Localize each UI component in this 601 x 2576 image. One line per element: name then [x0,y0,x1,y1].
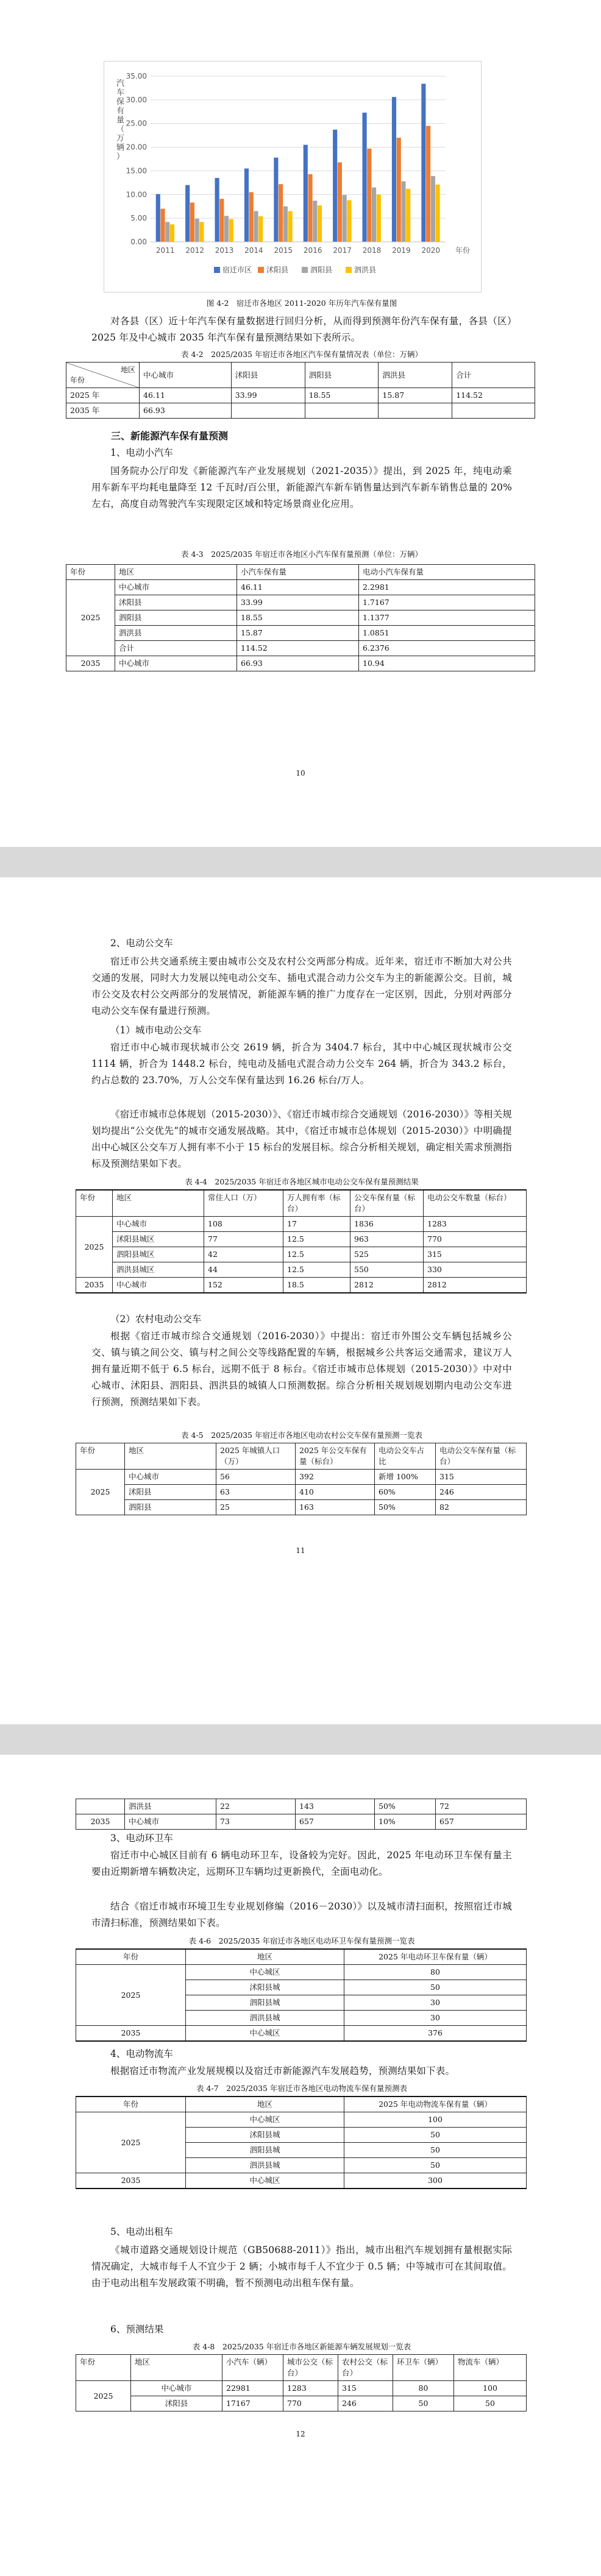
paragraph: 宿迁市中心城市现状城市公交 2619 辆，折合为 3404.7 标台，其中中心城区现状城市公交 1114 辆，折合为 1448.2 标台，纯电动及插电式混合动力公交车 264 辆，折合为 343.2 标台，约占总数的 23.70%，万人公交车保有量达到 16.26 标台/万人。 [91,1042,512,1086]
year-cell: 2035 [76,2173,186,2189]
cell: 60% [375,1485,436,1500]
cell: 沭阳县城 [186,2128,344,2143]
cell [379,403,452,419]
year-cell: 2025 [66,580,115,656]
heading-ev-bus: 2、电动公交车 [110,938,173,949]
bar-泗阳县-2016 [313,200,317,242]
page-12 [0,1755,601,2576]
cell: 30 [344,1995,527,2011]
col-header: 合计 [452,363,535,388]
cell: 1836 [350,1217,424,1232]
cell: 18.5 [283,1278,350,1293]
heading-taxi: 5、电动出租车 [110,2226,173,2237]
page-number: 10 [296,769,305,777]
cell: 中心城区 [186,2112,344,2128]
bar-泗洪县-2019 [406,189,410,242]
y-tick-label: 10.00 [126,190,147,199]
year-cell: 2035 [76,1278,113,1293]
cell: 50 [344,1980,527,1995]
table-row [76,1470,527,1485]
x-tick-label: 2020 [421,246,441,255]
bar-宿迁市区-2019 [392,97,396,242]
col-header: 电动小汽车保有量 [359,565,535,580]
cell: 392 [296,1470,375,1485]
bar-宿迁市区-2011 [156,194,160,242]
col-header: 2025 年公交车保有量（标台） [296,1443,375,1470]
col-header: 地区 [186,2097,344,2112]
y-tick-label: 20.00 [126,143,147,152]
bar-沭阳县-2015 [279,184,283,242]
y-tick-label: 0.00 [130,238,147,246]
table-row [66,580,535,595]
year-cell: 2025 [76,1965,186,2026]
cell: 中心城市 [115,580,237,595]
bar-沭阳县-2014 [249,192,254,242]
cell: 泗阳县城 [186,2143,344,2158]
cell: 泗洪县城区 [113,1262,204,1278]
cell [452,403,535,419]
col-header: 中心城市 [140,363,232,388]
cell: 770 [424,1232,527,1247]
table-4-6-caption: 表 4-6 2025/2035 年宿迁市各地区电动环卫车保有量预测一览表 [188,1936,415,1945]
bar-宿迁市区-2018 [363,113,367,242]
cell: 550 [350,1262,424,1278]
cell: 中心城市 [113,1217,204,1232]
col-header: 2025 年电动环卫车保有量（辆） [344,1949,527,1965]
bar-泗洪县-2015 [288,211,293,242]
col-header: 万人拥有率（标台） [283,1190,350,1217]
col-header: 小汽车保有量 [237,565,359,580]
table-4-7-caption: 表 4-7 2025/2035 年宿迁市各地区电动物流车保有量预测表 [196,2084,407,2093]
cell: 108 [204,1217,283,1232]
cell: 77 [204,1232,283,1247]
section-heading: 三、新能源汽车保有量预测 [111,430,229,442]
cell: 72 [436,1799,527,1814]
col-header: 年份 [66,565,115,580]
table-row [76,1500,527,1515]
intro-paragraph: 对各县（区）近十年汽车保有量数据进行回归分析，从而得到预测年份汽车保有量，各县（区）2025 年及中心城市 2035 年汽车保有量预测结果如下表所示。 [91,316,512,343]
heading-sanitation: 3、电动环卫车 [110,1833,173,1844]
cell: 2812 [350,1278,424,1293]
table-row [76,1217,527,1232]
y-tick-label: 35.00 [126,72,147,80]
table-4-4-caption: 表 4-4 2025/2035 年宿迁市各地区城市电动公交车保有量预测结果 [185,1177,419,1186]
col-header: 小汽车（辆） [222,2355,283,2381]
bar-泗洪县-2017 [347,200,351,242]
y-tick-label: 5.00 [130,214,147,223]
cell: 12.5 [283,1247,350,1262]
cell: 525 [350,1247,424,1262]
page-number: 11 [296,1546,305,1555]
col-header: 农村公交（标台） [338,2355,393,2381]
cell: 中心城区 [186,2173,344,2189]
cell: 1.0851 [359,626,535,641]
cell: 中心城市 [131,2381,222,2396]
table-row [76,2026,527,2042]
cell: 315 [424,1247,527,1262]
col-header: 年份 [76,2355,131,2381]
table-row [76,1799,527,1814]
cell: 12.5 [283,1232,350,1247]
cell: 63 [216,1485,296,1500]
cell: 沭阳县城区 [113,1232,204,1247]
x-tick-label: 2013 [215,246,234,255]
bar-泗阳县-2015 [283,207,288,242]
x-axis-label: 年份 [455,246,471,255]
cell: 770 [283,2396,338,2411]
cell [76,1799,125,1814]
cell: 中心城区 [186,2026,344,2042]
x-tick-label: 2011 [155,246,175,255]
cell: 44 [204,1262,283,1278]
cell: 15.87 [237,626,359,641]
bar-泗洪县-2013 [229,219,233,242]
col-header: 地区 [131,2355,222,2381]
cell: 80 [393,2381,454,2396]
table-4-8-caption: 表 4-8 2025/2035 年宿迁市各地区新能源车辆发展规划一览表 [192,2342,411,2351]
col-header: 地区 [125,1443,216,1470]
bar-宿迁市区-2014 [244,169,249,242]
bar-沭阳县-2018 [367,149,371,242]
cell: 73 [216,1814,296,1830]
cell: 114.52 [452,388,535,403]
col-header: 电动公交车占比 [375,1443,436,1470]
cell: 46.11 [140,388,232,403]
bar-泗阳县-2014 [254,211,258,242]
cell: 657 [436,1814,527,1830]
cell: 泗阳县城区 [113,1247,204,1262]
cell: 50% [375,1500,436,1515]
cell: 2812 [424,1278,527,1293]
x-tick-label: 2012 [185,246,204,255]
paragraph: 宿迁市公共交通系统主要由城市公交及农村公交两部分构成。近年来，宿迁市不断加大对公共交通的发展，同时大力发展以纯电动公交车、插电式混合动力公交车为主的新能源公交。目前，城市公交及农村公交两部分的发展情况，新能源车辆的推广力度存在一定区别，因此，分别对两部分电动公交车保有量进行预测。 [91,956,512,1016]
cell: 中心城市 [125,1814,216,1830]
cell: 泗洪县城 [186,2158,344,2173]
cell: 沭阳县 [115,595,237,610]
y-tick-label: 30.00 [126,95,147,104]
vehicle-ownership-chart [104,61,482,292]
table-row [66,388,535,403]
table-row [76,1232,527,1247]
table-row [66,641,535,656]
col-header: 年份 [76,1443,125,1470]
col-header: 沭阳县 [231,363,305,388]
cell: 50 [454,2396,527,2411]
heading-logistics: 4、电动物流车 [110,2048,173,2059]
y-tick-label: 15.00 [126,166,147,175]
paragraph: 根据宿迁市物流产业发展规模以及宿迁市新能源汽车发展趋势，预测结果如下表。 [110,2065,455,2076]
bar-宿迁市区-2015 [274,158,278,242]
cell: 泗洪县 [115,626,237,641]
year-cell: 2035 [66,656,115,671]
cell: 中心城市 [113,1278,204,1293]
col-header: 2025 年城镇人口（万） [216,1443,296,1470]
cell: 泗阳县 [115,610,237,626]
bar-泗阳县-2013 [224,216,229,242]
bar-泗阳县-2018 [372,188,376,242]
cell: 22981 [222,2381,283,2396]
table-row [66,403,535,419]
cell: 1.7167 [359,595,535,610]
cell: 657 [296,1814,375,1830]
x-tick-label: 2014 [244,246,263,255]
x-tick-label: 2015 [274,246,293,255]
legend-entry: 沭阳县 [266,266,289,274]
bar-泗阳县-2011 [165,222,169,242]
page-number: 12 [296,2430,305,2438]
row-year: 2025 年 [66,388,140,403]
cell: 15.87 [379,388,452,403]
table-4-5-continued [76,1799,527,1830]
col-header: 地区 [115,565,237,580]
x-tick-label: 2017 [333,246,352,255]
table-4-2-corner [66,363,140,388]
legend-entry: 泗洪县 [354,266,377,274]
cell: 22 [216,1799,296,1814]
col-header: 城市公交（标台） [283,2355,338,2381]
table-row [76,1814,527,1830]
paragraph: 《城市道路交通规划设计规范（GB50688-2011）》指出，城市出租汽车规划拥有量根据实际情况确定，大城市每千人不宜少于 2 辆；小城市每千人不宜少于 0.5 辆；中等城市可在其间取值。由于电动出租车发展政策不明确，暂不预测电动出租车保有量。 [91,2245,512,2288]
legend-swatch [302,267,308,273]
cell: 50 [393,2396,454,2411]
bar-泗洪县-2018 [377,194,381,242]
legend-swatch [214,267,220,273]
sub-heading-city-bus: （1）城市电动公交车 [110,1025,202,1036]
col-header: 年份 [76,2097,186,2112]
col-header: 年份 [76,1190,113,1217]
table-row [76,1278,527,1293]
cell: 33.99 [237,595,359,610]
bar-沭阳县-2013 [219,199,224,242]
cell: 246 [436,1485,527,1500]
legend-swatch [346,267,352,273]
cell: 152 [204,1278,283,1293]
cell: 中心城市 [115,656,237,671]
cell: 163 [296,1500,375,1515]
paragraph: 根据《宿迁市城市综合交通规划（2016-2030）》中提出：宿迁市外围公交车辆包括城乡公交、镇与镇之间公交、镇与村之间公交等线路配置的车辆，根据城乡公共客运交通需求，建议万人拥有量近期不低于 6.5 标台，远期不低于 8 标台。《宿迁市城市总体规划（2015-2030）》中对中心城市、沭阳县、泗阳县、泗洪县的城镇人口预测数据。综合分析相关规划规划期内电动公交车进行预测，预测结果如下表。 [91,1331,512,1407]
cell: 沭阳县 [125,1485,216,1500]
col-header: 电动公交车保有量（标台） [436,1443,527,1470]
bar-宿迁市区-2016 [304,145,308,242]
cell: 66.93 [140,403,232,419]
table-row [76,1965,527,1980]
cell: 1283 [283,2381,338,2396]
cell: 泗洪县 [125,1799,216,1814]
body-paragraph: 国务院办公厅印发《新能源汽车产业发展规划（2021-2035）》提出，到 2025 年，纯电动乘用车新车平均耗电量降至 12 千瓦时/百公里，新能源汽车新车销售量达到汽车新车销售总量的 20%左右，高度自动驾驶汽车实现限定区域和特定场景商业化应用。 [91,465,512,509]
cell: 30 [344,2011,527,2026]
cell: 12.5 [283,1262,350,1278]
cell: 66.93 [237,656,359,671]
table-row [76,2396,527,2411]
x-tick-label: 2018 [362,246,382,255]
bar-宿迁市区-2013 [215,178,219,242]
bar-宿迁市区-2017 [333,130,337,242]
cell: 410 [296,1485,375,1500]
year-cell: 2025 [76,1470,125,1515]
cell [231,403,305,419]
corner-region-label: 地区 [120,366,135,374]
cell: 315 [338,2381,393,2396]
cell: 50 [344,2158,527,2173]
cell: 315 [436,1470,527,1485]
bar-沭阳县-2017 [338,162,342,242]
cell: 1283 [424,1217,527,1232]
cell: 42 [204,1247,283,1262]
col-header: 电动公交车数量（标台） [424,1190,527,1217]
col-header: 物流车（辆） [454,2355,527,2381]
cell: 143 [296,1799,375,1814]
cell: 2.2981 [359,580,535,595]
col-header: 地区 [113,1190,204,1217]
table-4-2 [66,362,535,419]
table-4-6 [76,1948,527,2042]
cell: 46.11 [237,580,359,595]
cell: 33.99 [231,388,305,403]
cell: 330 [424,1262,527,1278]
cell: 114.52 [237,641,359,656]
cell: 合计 [115,641,237,656]
bar-泗洪县-2020 [436,185,440,242]
cell: 中心城市 [125,1470,216,1485]
page-11 [0,877,601,1724]
cell: 泗阳县 [125,1500,216,1515]
paragraph: 宿迁市中心城区目前有 6 辆电动环卫车，设备较为完好。因此，2025 年电动环卫车保有量主要由近期新增车辆数决定，远期环卫车辆均过更新换代，全面电动化。 [91,1850,512,1877]
year-cell: 2025 [76,2381,131,2411]
table-row [66,610,535,626]
table-row [76,1485,527,1500]
bar-宿迁市区-2020 [421,83,425,242]
bar-沭阳县-2020 [426,126,430,242]
cell: 1.1377 [359,610,535,626]
bar-宿迁市区-2012 [185,185,190,242]
cell: 6.2376 [359,641,535,656]
table-row [76,1247,527,1262]
table-4-4 [76,1189,527,1293]
year-cell: 2035 [76,2026,186,2042]
col-header: 2025 年电动物流车保有量（辆） [344,2097,527,2112]
table-row [76,1262,527,1278]
cell: 沭阳县 [131,2396,222,2411]
cell: 新增 100% [375,1470,436,1485]
cell: 80 [344,1965,527,1980]
cell [305,403,379,419]
paragraph: 结合《宿迁市城市环境卫生专业规划修编（2016－2030）》以及城市清扫面积，按照宿迁市城市清扫标准，预测结果如下表。 [91,1901,512,1928]
col-header: 地区 [186,1949,344,1965]
col-header: 公交车保有量（标台） [350,1190,424,1217]
paragraph: 《宿迁市城市总体规划（2015-2030）》、《宿迁市城市综合交通规划（2016-2030）》等相关规划均提出“公交优先”的城市交通发展战略。其中，《宿迁市城市总体规划（2015-2030）》中明确提出中心城区公交车万人拥有率不小于 15 标台的发展目标。综合分析相关规划，确定相关需求预测指标及预测结果如下表。 [91,1109,512,1169]
cell: 泗阳县城 [186,1995,344,2011]
bar-泗洪县-2012 [199,222,204,242]
table-row [76,2381,527,2396]
col-header: 泗洪县 [379,363,452,388]
cell: 100 [344,2112,527,2128]
table-4-8 [76,2354,527,2411]
x-tick-label: 2019 [392,246,411,255]
year-cell: 2035 [76,1814,125,1830]
cell: 100 [454,2381,527,2396]
cell: 中心城区 [186,1965,344,1980]
cell: 17167 [222,2396,283,2411]
cell: 17 [283,1217,350,1232]
sub-heading-ev-cars: 1、电动小汽车 [110,447,173,458]
cell: 18.55 [305,388,379,403]
y-tick-label: 25.00 [126,119,147,128]
table-4-7 [76,2096,527,2189]
col-header: 年份 [76,1949,186,1965]
bar-泗阳县-2017 [343,195,347,242]
row-year: 2035 年 [66,403,140,419]
cell: 18.55 [237,610,359,626]
table-row [66,595,535,610]
table-4-5 [76,1443,527,1515]
legend-entry: 泗阳县 [310,266,333,274]
bar-沭阳县-2019 [397,138,401,242]
bar-泗洪县-2016 [318,205,322,242]
col-header: 环卫车（辆） [393,2355,454,2381]
cell: 50 [344,2128,527,2143]
figure-caption: 图 4-2 宿迁市各地区 2011-2020 年历年汽车保有量图 [206,299,397,308]
legend-swatch [258,267,264,273]
page-10 [0,0,601,847]
col-header: 常住人口（万） [204,1190,283,1217]
heading-forecast: 6、预测结果 [110,2324,164,2335]
x-tick-label: 2016 [303,246,322,255]
bar-泗阳县-2012 [195,219,199,242]
table-row [66,626,535,641]
cell: 泗洪县城 [186,2011,344,2026]
cell: 56 [216,1470,296,1485]
corner-year-label: 年份 [70,376,85,384]
cell: 246 [338,2396,393,2411]
cell: 10% [375,1814,436,1830]
bar-泗洪县-2014 [258,216,263,242]
sub-heading-rural-bus: （2）农村电动公交车 [110,1314,202,1325]
table-4-3 [66,564,535,671]
table-4-5-caption: 表 4-5 2025/2035 年宿迁市各地区电动农村公交车保有量预测一览表 [181,1431,422,1440]
cell: 25 [216,1500,296,1515]
table-row [76,2173,527,2189]
cell: 10.94 [359,656,535,671]
table-row [76,2112,527,2128]
bar-沭阳县-2011 [160,209,165,242]
bar-沭阳县-2012 [190,202,194,242]
table-4-3-caption: 表 4-3 2025/2035 年宿迁市各地区小汽车保有量预测（单位：万辆） [181,550,422,559]
cell: 82 [436,1500,527,1515]
cell: 376 [344,2026,527,2042]
bar-泗洪县-2011 [170,224,174,242]
table-row [66,656,535,671]
cell: 300 [344,2173,527,2189]
chart-svg [104,62,482,293]
bar-泗阳县-2020 [431,176,435,242]
legend-entry: 宿迁市区 [222,266,252,274]
y-axis-label: 汽车保有量（万辆） [116,79,125,161]
year-cell: 2025 [76,2112,186,2173]
col-header: 泗阳县 [305,363,379,388]
cell: 50 [344,2143,527,2158]
table-4-2-caption: 表 4-2 2025/2035 年宿迁市各地区汽车保有量情况表（单位：万辆） [181,350,422,359]
year-cell: 2025 [76,1217,113,1278]
bar-沭阳县-2016 [308,174,312,242]
bar-泗阳县-2019 [401,182,405,242]
cell: 963 [350,1232,424,1247]
cell: 沭阳县城 [186,1980,344,1995]
cell: 50% [375,1799,436,1814]
